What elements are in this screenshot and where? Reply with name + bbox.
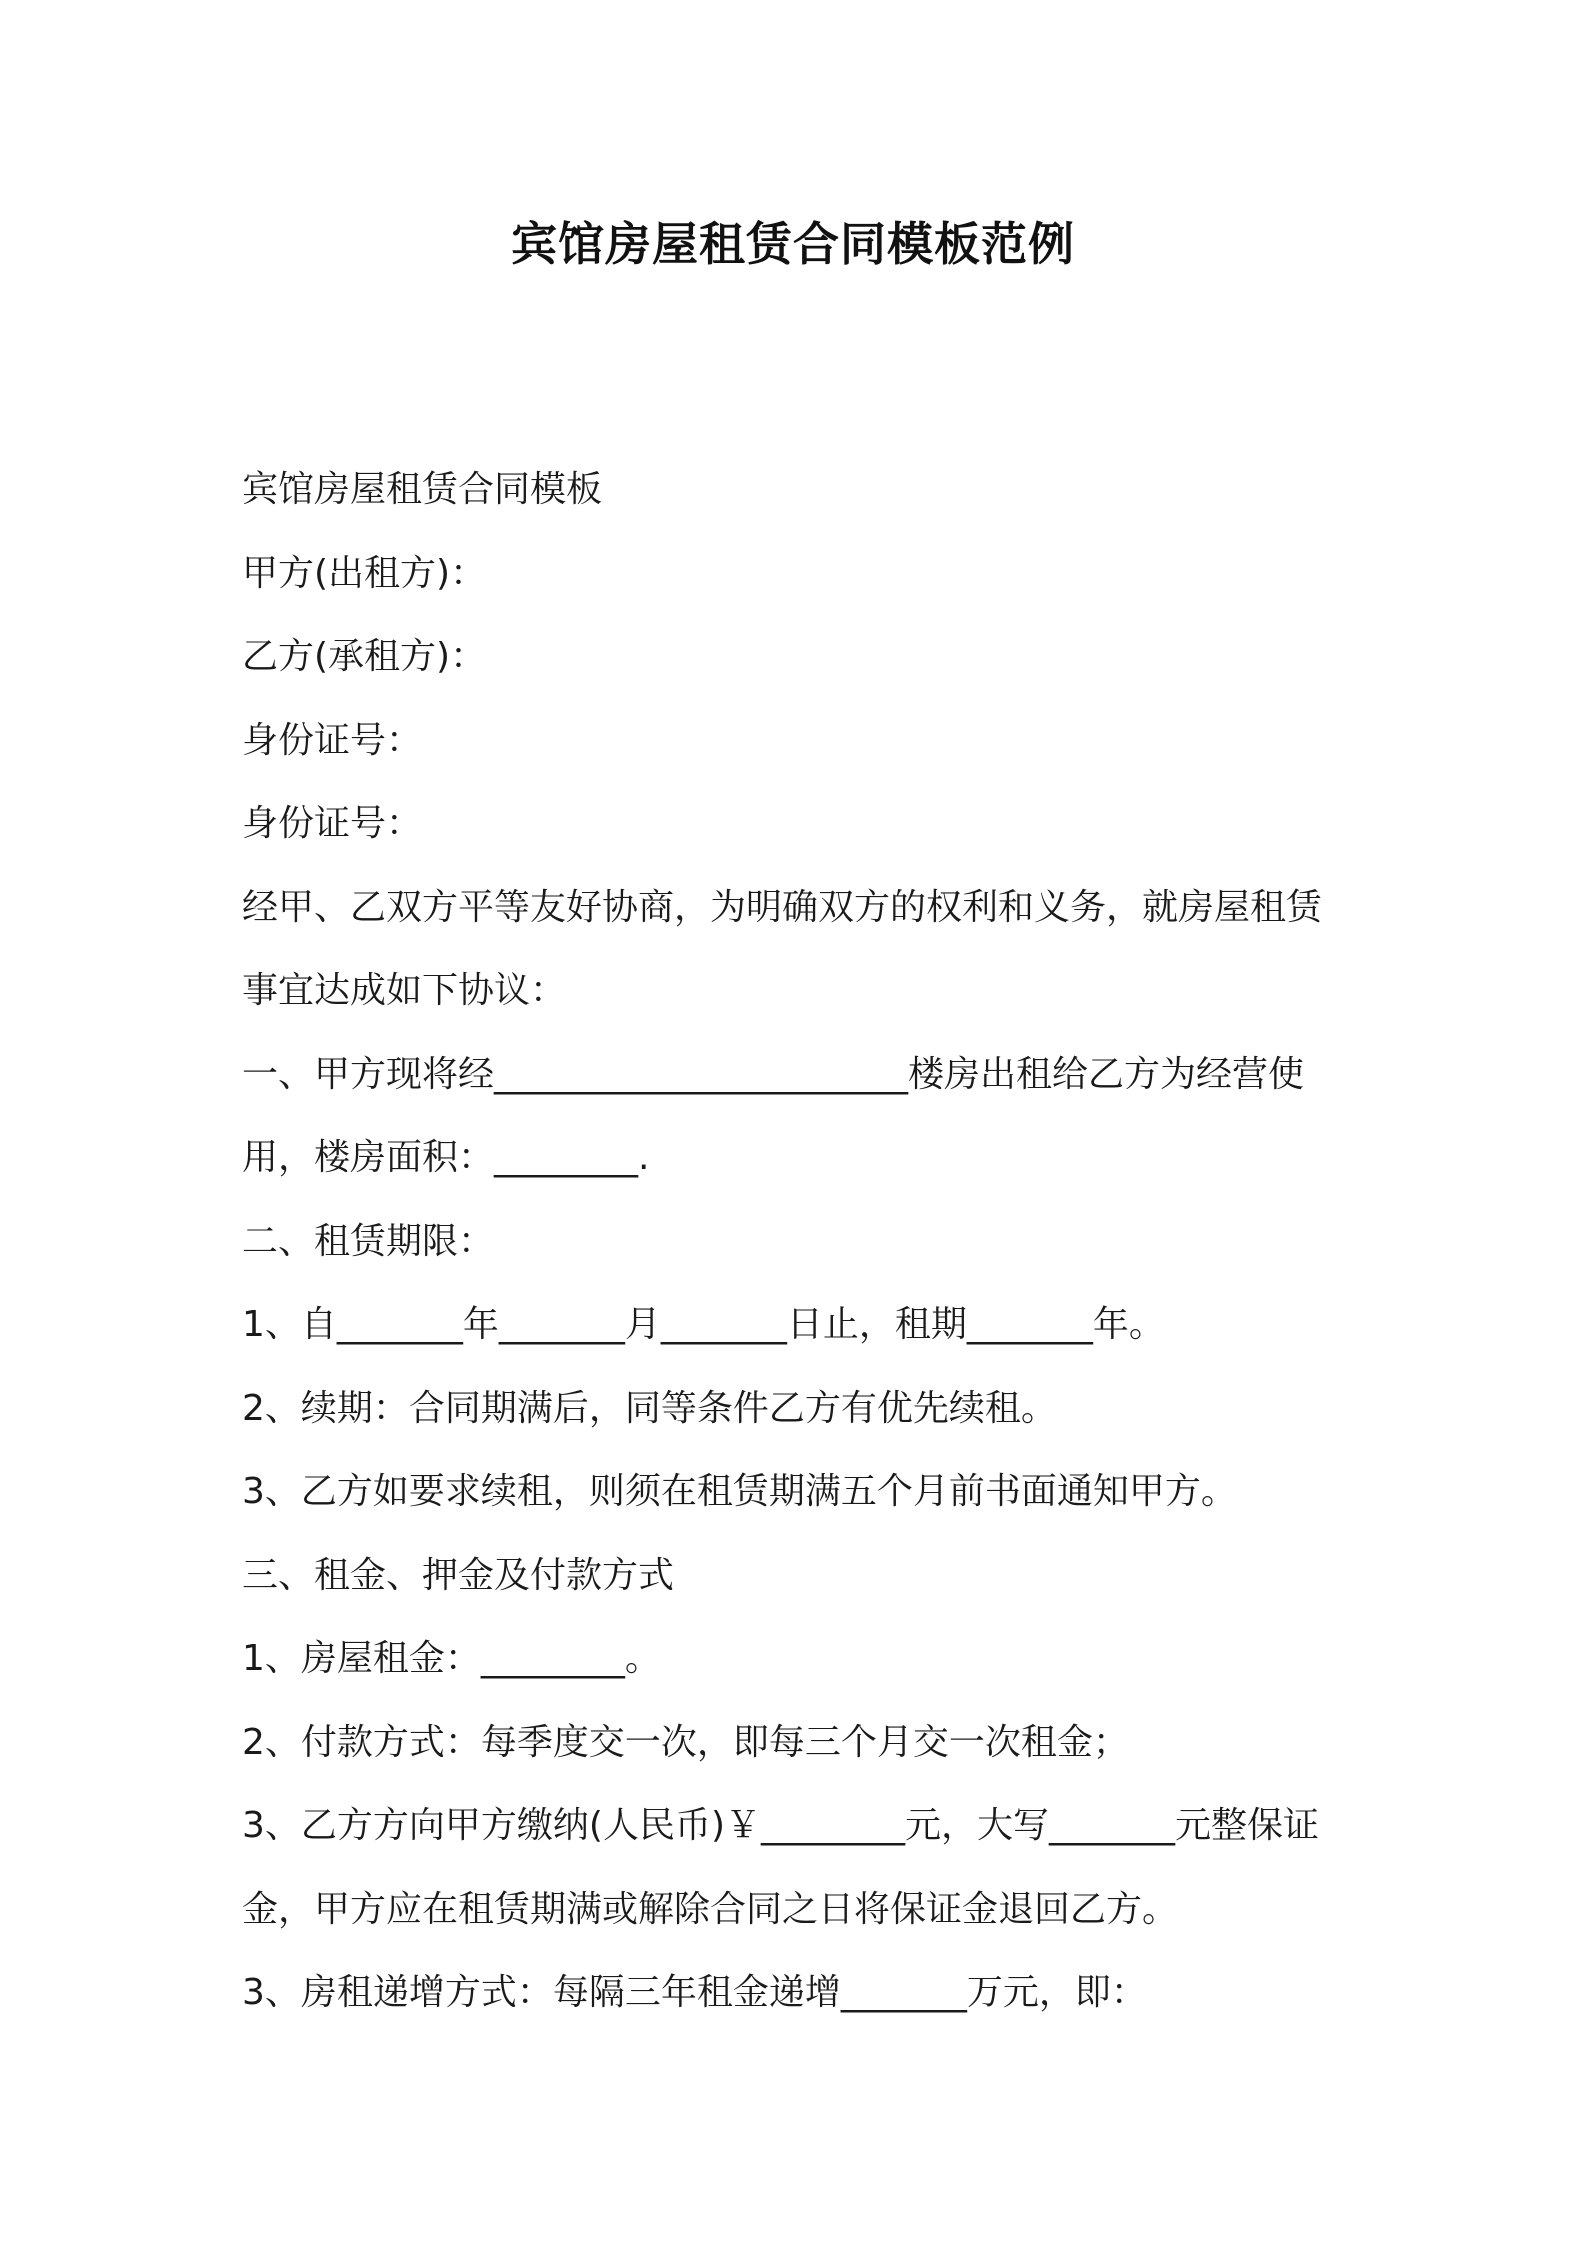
text-line-preamble: 经甲、乙双方平等友好协商，为明确双方的权利和义务，就房屋租赁 [242,886,1323,928]
text-line-clause-3-2: 2、付款方式：每季度交一次，即每三个月交一次租金； [242,1721,1129,1763]
text-line-preamble-cont: 事宜达成如下协议： [242,970,567,1011]
text-line-clause-2-2: 2、续期：合同期满后，同等条件乙方有优先续租。 [242,1387,1057,1429]
document-body [242,448,1362,2035]
text-line-clause-2-1: 1、自_______年_______月_______日止，租期_______年。 [242,1304,1165,1345]
text-line-heading: 宾馆房屋租赁合同模板 [242,469,603,510]
text-line-clause-1-cont: 用，楼房面积：________. [242,1137,650,1178]
text-line-clause-2: 二、租赁期限： [242,1220,495,1262]
text-line-clause-1: 一、甲方现将经_______________________楼房出租给乙方为经营使 [242,1053,1305,1095]
text-line-clause-2-3: 3、乙方如要求续租，则须在租赁期满五个月前书面通知甲方。 [242,1471,1237,1512]
text-line-party-a: 甲方(出租方)： [242,552,487,594]
document-title: 宾馆房屋租赁合同模板范例 [511,217,1075,271]
text-line-party-b: 乙方(承租方)： [242,636,487,677]
text-line-clause-3: 三、租金、押金及付款方式 [242,1554,675,1596]
text-line-id-number-b: 身份证号： [242,803,423,844]
text-line-clause-3-4: 3、房租递增方式：每隔三年租金递增_______万元，即： [242,1972,1147,2013]
text-line-clause-3-3: 3、乙方方向甲方缴纳(人民币)￥________元，大写_______元整保证 [242,1805,1319,1846]
text-line-clause-3-1: 1、房屋租金：________。 [242,1638,661,1679]
text-line-clause-3-3-cont: 金，甲方应在租赁期满或解除合同之日将保证金退回乙方。 [242,1888,1179,1930]
text-line-id-number-a: 身份证号： [242,719,423,761]
